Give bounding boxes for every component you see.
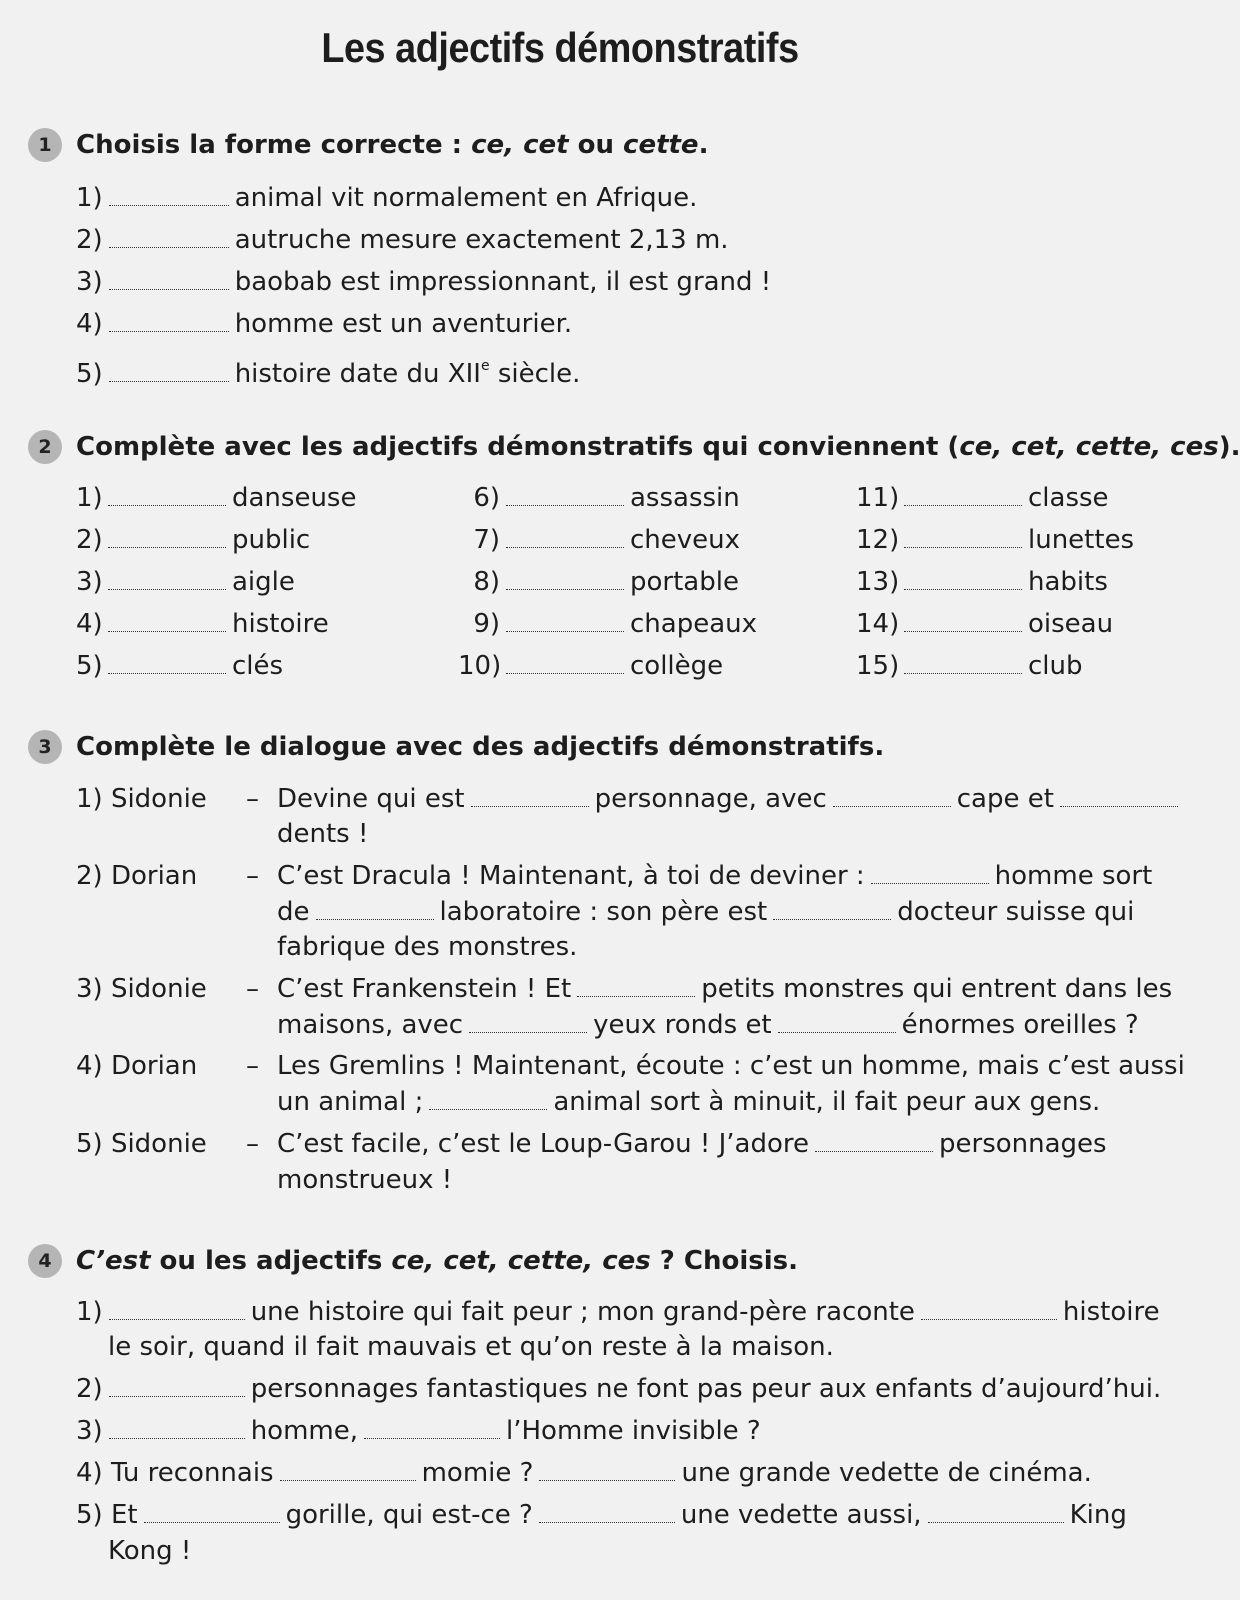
speaker-label: 3) Sidonie — [76, 974, 207, 1004]
speaker-label: 4) Dorian — [76, 1051, 198, 1081]
answer-blank[interactable] — [280, 1460, 416, 1481]
answer-blank[interactable] — [364, 1418, 500, 1439]
dialogue-dash: – — [246, 861, 259, 891]
exercise-4-item: le soir, quand il fait mauvais et qu’on reste à la maison. — [108, 1332, 834, 1362]
answer-blank[interactable] — [928, 1502, 1064, 1523]
exercise-2-item — [856, 564, 1108, 600]
item-number: 14) — [856, 609, 900, 639]
answer-blank[interactable] — [108, 653, 226, 674]
item-word: chapeaux — [630, 609, 758, 639]
answer-blank[interactable] — [904, 653, 1022, 674]
answer-blank[interactable] — [429, 1089, 547, 1110]
dialogue-text: yeux ronds et — [593, 1010, 772, 1040]
instruction-text: ce, cet, cette, ces — [391, 1246, 651, 1276]
dialogue-line — [277, 1007, 1139, 1043]
item-number: 5) — [76, 651, 103, 681]
dialogue-line — [277, 1084, 1100, 1120]
dialogue-line — [277, 781, 1184, 817]
exercise-number-badge: 3 — [28, 730, 62, 764]
exercise-number-badge: 1 — [28, 128, 62, 162]
item-word: histoire — [232, 609, 329, 639]
dialogue-text: docteur suisse qui — [897, 897, 1135, 927]
dialogue-text: C’est Dracula ! Maintenant, à toi de deviner : — [277, 861, 865, 891]
answer-blank[interactable] — [539, 1460, 675, 1481]
instruction-text: C’est — [76, 1246, 151, 1276]
item-number: 4) — [76, 609, 103, 639]
exercise-2-item — [76, 606, 329, 642]
exercise-4-heading — [28, 1244, 798, 1278]
item-number: 1) — [76, 183, 103, 213]
exercise-4-item — [76, 1455, 1092, 1491]
answer-blank[interactable] — [109, 311, 229, 332]
item-number: 8) — [473, 567, 500, 597]
exercise-2-item — [76, 648, 283, 684]
instruction-text: Complète le dialogue avec des adjectifs démonstratifs. — [76, 732, 885, 762]
answer-blank[interactable] — [109, 185, 229, 206]
answer-blank[interactable] — [577, 976, 695, 997]
instruction-text: cette — [623, 130, 699, 160]
exercise-1-heading — [28, 128, 708, 162]
item-text: King — [1069, 1500, 1127, 1530]
item-text: baobab est impressionnant, il est grand ! — [234, 267, 772, 297]
instruction-text: ? Choisis. — [650, 1246, 799, 1276]
speaker-label: 5) Sidonie — [76, 1129, 207, 1159]
dialogue-text: C’est Frankenstein ! Et — [277, 974, 572, 1004]
exercise-number-badge: 2 — [28, 430, 62, 464]
exercise-3-heading — [28, 730, 884, 764]
item-text: une histoire qui fait peur ; mon grand-père raconte — [250, 1297, 915, 1327]
dialogue-dash: – — [246, 974, 259, 1004]
dialogue-text: maisons, avec — [277, 1010, 464, 1040]
dialogue-text: de — [277, 897, 310, 927]
exercise-1-item — [76, 306, 572, 342]
dialogue-line — [277, 858, 1152, 894]
dialogue-dash: – — [246, 1129, 259, 1159]
item-number: 11) — [856, 483, 900, 513]
answer-blank[interactable] — [904, 485, 1022, 506]
item-number: 5) Et — [76, 1500, 138, 1530]
answer-blank[interactable] — [921, 1299, 1057, 1320]
answer-blank[interactable] — [109, 1376, 245, 1397]
exercise-number-badge: 4 — [28, 1244, 62, 1278]
item-word: assassin — [630, 483, 740, 513]
answer-blank[interactable] — [1060, 786, 1178, 807]
exercise-4-item — [76, 1294, 1160, 1330]
instruction-text: Choisis la forme correcte : — [76, 130, 472, 160]
answer-blank[interactable] — [144, 1502, 280, 1523]
item-word: lunettes — [1028, 525, 1135, 555]
dialogue-text: homme sort — [994, 861, 1153, 891]
item-text: l’Homme invisible ? — [506, 1416, 761, 1446]
answer-blank[interactable] — [773, 899, 891, 920]
speaker-label: 2) Dorian — [76, 861, 198, 891]
item-word: classe — [1028, 483, 1109, 513]
item-number: 10) — [458, 651, 502, 681]
dialogue-text: petits monstres qui entrent dans les — [701, 974, 1173, 1004]
item-word: oiseau — [1028, 609, 1114, 639]
dialogue-line — [277, 1126, 1107, 1162]
exercise-2-item — [856, 606, 1113, 642]
answer-blank[interactable] — [904, 569, 1022, 590]
item-text: histoire — [1062, 1297, 1160, 1327]
exercise-4-item: Kong ! — [108, 1536, 192, 1566]
exercise-2-item — [458, 522, 740, 558]
answer-blank[interactable] — [833, 786, 951, 807]
item-text: histoire date du XII — [234, 359, 481, 389]
answer-blank[interactable] — [506, 611, 624, 632]
item-text: homme, — [250, 1416, 358, 1446]
dialogue-line: monstrueux ! — [277, 1165, 453, 1195]
instruction-text: . — [698, 130, 709, 160]
item-word: public — [232, 525, 311, 555]
item-word: habits — [1028, 567, 1108, 597]
answer-blank[interactable] — [904, 611, 1022, 632]
item-number: 13) — [856, 567, 900, 597]
item-word: portable — [630, 567, 739, 597]
item-word: aigle — [232, 567, 295, 597]
item-number: 4) — [76, 309, 103, 339]
exercise-2-item — [458, 480, 740, 516]
answer-blank[interactable] — [316, 899, 434, 920]
answer-blank[interactable] — [506, 653, 624, 674]
item-text: personnages fantastiques ne font pas peur aux enfants d’aujourd’hui. — [250, 1374, 1162, 1404]
dialogue-text: un animal ; — [277, 1087, 424, 1117]
dialogue-line: Les Gremlins ! Maintenant, écoute : c’est un homme, mais c’est aussi — [277, 1051, 1185, 1081]
answer-blank[interactable] — [109, 227, 229, 248]
exercise-1-item — [76, 264, 771, 300]
dialogue-text: personnage, avec — [594, 784, 827, 814]
answer-blank[interactable] — [815, 1131, 933, 1152]
item-text: siècle. — [489, 359, 581, 389]
item-number: 5) — [76, 359, 103, 389]
dialogue-text: laboratoire : son père est — [439, 897, 768, 927]
answer-blank[interactable] — [108, 569, 226, 590]
exercise-2-item — [856, 480, 1109, 516]
answer-blank[interactable] — [506, 527, 624, 548]
instruction-text: ou les adjectifs — [150, 1246, 392, 1276]
exercise-2-item — [458, 606, 757, 642]
item-text: une grande vedette de cinéma. — [681, 1458, 1092, 1488]
dialogue-line: dents ! — [277, 819, 369, 849]
dialogue-line: fabrique des monstres. — [277, 932, 578, 962]
exercise-2-item — [458, 564, 739, 600]
exercise-2-item — [458, 648, 723, 684]
item-text: momie ? — [421, 1458, 534, 1488]
item-number: 4) Tu reconnais — [76, 1458, 274, 1488]
item-text: une vedette aussi, — [680, 1500, 922, 1530]
dialogue-text: énormes oreilles ? — [901, 1010, 1139, 1040]
speaker-label: 1) Sidonie — [76, 784, 207, 814]
item-word: collège — [630, 651, 724, 681]
dialogue-dash: – — [246, 784, 259, 814]
exercise-2-item — [76, 522, 310, 558]
item-number: 2) — [76, 1374, 103, 1404]
item-text: animal vit normalement en Afrique. — [234, 183, 698, 213]
item-word: club — [1028, 651, 1083, 681]
dialogue-line — [277, 971, 1172, 1007]
answer-blank[interactable] — [109, 361, 229, 382]
item-number: 3) — [76, 567, 103, 597]
item-number: 12) — [856, 525, 900, 555]
dialogue-text: animal sort à minuit, il fait peur aux gens. — [553, 1087, 1101, 1117]
item-number: 3) — [76, 1416, 103, 1446]
exercise-1-item — [76, 222, 729, 258]
item-number: 7) — [473, 525, 500, 555]
exercise-2-item — [856, 522, 1134, 558]
answer-blank[interactable] — [469, 1012, 587, 1033]
exercise-2-item — [76, 564, 295, 600]
page-title: Les adjectifs démonstratifs — [321, 24, 799, 71]
item-word: danseuse — [232, 483, 357, 513]
item-number: 9) — [473, 609, 500, 639]
exercise-2-item — [76, 480, 356, 516]
item-number: 1) — [76, 483, 103, 513]
answer-blank[interactable] — [471, 786, 589, 807]
instruction-text: Complète avec les adjectifs démonstratifs qui conviennent ( — [76, 432, 960, 462]
item-text: autruche mesure exactement 2,13 m. — [234, 225, 729, 255]
instruction-text: ). — [1218, 432, 1240, 462]
answer-blank[interactable] — [108, 485, 226, 506]
answer-blank[interactable] — [778, 1012, 896, 1033]
answer-blank[interactable] — [904, 527, 1022, 548]
answer-blank[interactable] — [109, 1418, 245, 1439]
item-text: gorille, qui est-ce ? — [285, 1500, 533, 1530]
dialogue-text: personnages — [939, 1129, 1107, 1159]
dialogue-dash: – — [246, 1051, 259, 1081]
item-text: homme est un aventurier. — [234, 309, 573, 339]
item-number: 1) — [76, 1297, 103, 1327]
dialogue-text: cape et — [956, 784, 1054, 814]
answer-blank[interactable] — [109, 269, 229, 290]
exercise-4-item — [76, 1497, 1127, 1533]
dialogue-line — [277, 894, 1134, 930]
item-word: clés — [232, 651, 284, 681]
answer-blank[interactable] — [109, 1299, 245, 1320]
item-number: 6) — [473, 483, 500, 513]
item-number: 2) — [76, 525, 103, 555]
exercise-4-item — [76, 1413, 761, 1449]
instruction-text: ce, cet, cette, ces — [959, 432, 1219, 462]
item-number: 2) — [76, 225, 103, 255]
exercise-4-item — [76, 1371, 1161, 1407]
answer-blank[interactable] — [108, 527, 226, 548]
dialogue-text: Devine qui est — [277, 784, 465, 814]
exercise-1-item — [76, 180, 697, 216]
answer-blank[interactable] — [108, 611, 226, 632]
exercise-1-item — [76, 348, 580, 392]
answer-blank[interactable] — [506, 485, 624, 506]
answer-blank[interactable] — [871, 863, 989, 884]
item-word: cheveux — [630, 525, 741, 555]
answer-blank[interactable] — [506, 569, 624, 590]
superscript: e — [480, 358, 490, 374]
exercise-2-heading — [28, 430, 1240, 464]
exercise-2-item — [856, 648, 1083, 684]
instruction-text: ce, cet — [471, 130, 569, 160]
dialogue-text: C’est facile, c’est le Loup-Garou ! J’adore — [277, 1129, 809, 1159]
instruction-text: ou — [568, 130, 624, 160]
item-number: 3) — [76, 267, 103, 297]
answer-blank[interactable] — [539, 1502, 675, 1523]
item-number: 15) — [856, 651, 900, 681]
